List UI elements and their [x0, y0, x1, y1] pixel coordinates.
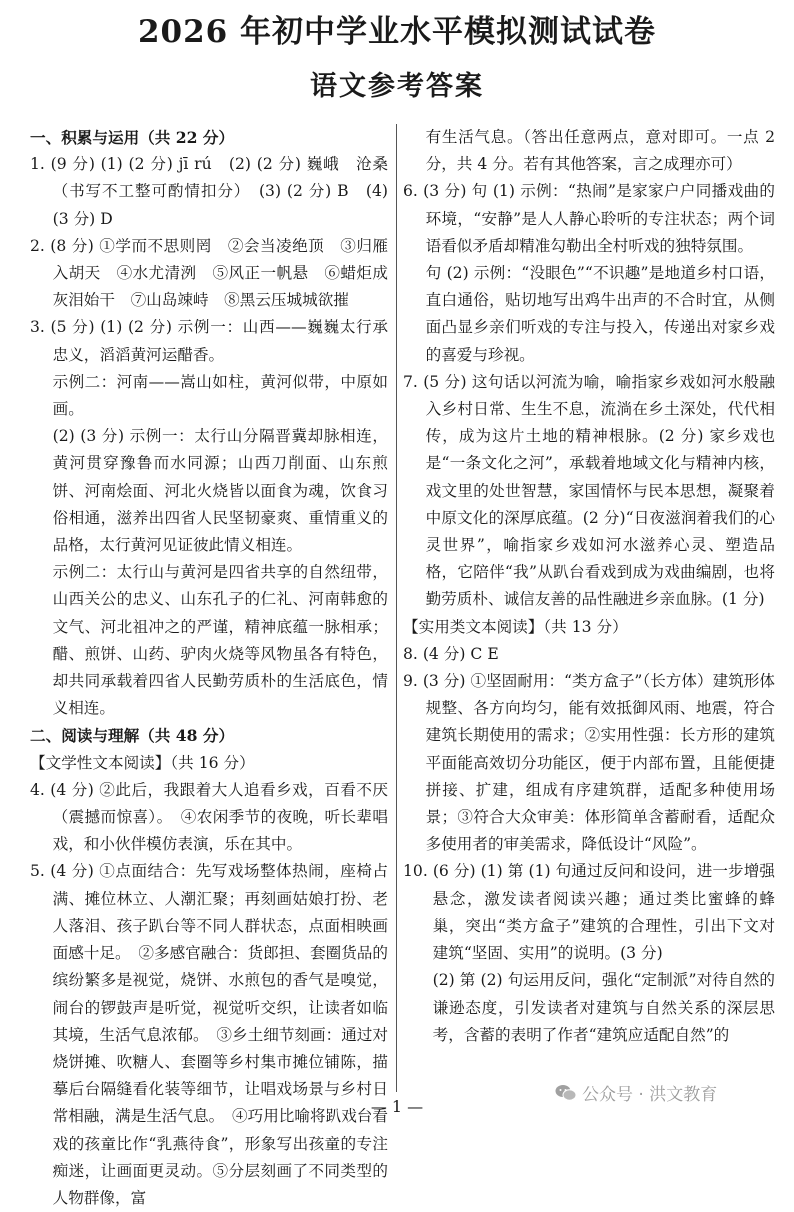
answer-q1: 1. (9 分) (1) (2 分) jī rú (2) (2 分) 巍峨 沧桑（书写不工整可酌情扣分） (3) (2 分) B (4) (3 分) D — [30, 155, 388, 228]
page-subtitle: 语文参考答案 — [310, 71, 484, 102]
right-column — [403, 124, 775, 1049]
answer-q3-part2-example2: 示例二：太行山与黄河是四省共享的自然纽带，山西关公的忠义、山东孔子的仁礼、河南韩愈的文气、河北祖冲之的严谨，精神底蕴一脉相承；醋、煎饼、山药、驴肉火烧等风物虽各有特色，却共同承载着四省人民勤劳质朴的生活底色，情义相连。 — [52, 563, 388, 718]
subsection-practical: 【实用类文本阅读】（共 13 分） — [403, 617, 628, 636]
watermark — [555, 1080, 717, 1105]
watermark-text: 公众号 · 洪文教育 — [582, 1085, 718, 1105]
column-divider — [396, 124, 397, 1092]
answer-q6: 6. (3 分) 句 (1) 示例：“热闹”是家家户户同播戏曲的环境，“安静”是人人静心聆听的专注状态；两个词语看似矛盾却精准勾勒出全村听戏的独特氛围。 — [403, 182, 775, 255]
answer-q3: 3. (5 分) (1) (2 分) 示例一：山西——巍巍太行承忠义，滔滔黄河运醋香。 — [30, 318, 388, 364]
answer-q10: 10. (6 分) (1) 第 (1) 句通过反问和设问，进一步增强悬念，激发读者阅读兴趣；通过类比蜜蜂的蜂巢，突出“类方盒子”建筑的合理性，引出下文对建筑“坚固、实用”的说明。(3 分) — [403, 862, 775, 963]
left-column — [30, 124, 388, 1212]
section-heading-1: 一、积累与运用（共 22 分） — [30, 128, 235, 147]
answer-q9: 9. (3 分) ①坚固耐用：“类方盒子”（长方体）建筑形体规整、各方向均匀，能有效抵御风雨、地震，符合建筑长期使用的需求；②实用性强：长方形的建筑平面能高效切分功能区，便于内部布置，且能便捷拼接、扩建，组成有序建筑群，适配多种使用场景；③符合大众审美：体形简单含蓄耐看，适配众多使用者的审美需求，降低设计“风险”。 — [403, 672, 775, 854]
answer-q6-part2: 句 (2) 示例：“没眼色”“不识趣”是地道乡村口语，直白通俗，贴切地写出鸡牛出声的不合时宜，从侧面凸显乡亲们听戏的专注与投入，传递出对家乡戏的喜爱与珍视。 — [425, 264, 775, 364]
page-number: — 1 — — [370, 1097, 424, 1116]
section-heading-2: 二、阅读与理解（共 48 分） — [30, 726, 235, 746]
answer-q2: 2. (8 分) ①学而不思则罔 ②会当凌绝顶 ③归雁入胡天 ④水尤清洌 ⑤风正一帆悬 ⑥蜡炬成灰泪始干 ⑦山岛竦峙 ⑧黑云压城城欲摧 — [30, 236, 388, 310]
subsection-literary: 【文学性文本阅读】（共 16 分） — [30, 753, 255, 772]
answer-q5-continued: 有生活气息。（答出任意两点，意对即可。一点 2 分，共 4 分。若有其他答案，言之成理亦可） — [425, 128, 775, 174]
answer-q5: 5. (4 分) ①点面结合：先写戏场整体热闹，座椅占满、摊位林立、人潮汇聚；再刻画姑娘打扮、老人落泪、孩子趴台等不同人群状态，点面相映画面感十足。 ②多感官融合：货郎担、套圈货品的缤纷繁多是视觉，烧饼、水煎包的香气是嗅觉，闹台的锣鼓声是听觉，视觉听交织，让读者如临其境，生活气息浓郁。 ③乡土细节刻画：通过对烧饼摊、吹糖人、套圈等乡村集市摊位铺陈，描摹后台隔缝看化装等细节，让唱戏场景与乡村日常相融，满是生活气息。 ④巧用比喻将趴戏台看戏的孩童比作“乳燕待食”，形象写出孩童的专注痴迷，让画面更灵动。⑤分层刻画了不同类型的人物群像，富 — [30, 862, 388, 1207]
answer-q7: 7. (5 分) 这句话以河流为喻，喻指家乡戏如河水般融入乡村日常、生生不息，流淌在乡土深处，代代相传，成为这片土地的精神根脉。(2 分) 家乡戏也是“一条文化之河”，承载着地域文化与精神内核，戏文里的处世智慧，家国情怀与民本思想，凝聚着中原文化的深厚底蕴。(2 分)“日夜滋润着我们的心灵世界”，喻指家乡戏如河水滋养心灵、塑造品格，它陪伴“我”从趴台看戏到成为戏曲编剧，也将勤劳质朴、诚信友善的品性融进乡亲血脉。(1 分) — [403, 372, 775, 609]
wechat-icon — [555, 1084, 577, 1102]
answer-q3-example2: 示例二：河南——嵩山如柱，黄河似带，中原如画。 — [52, 372, 388, 419]
answer-q10-part2: (2) 第 (2) 句运用反问，强化“定制派”对待自然的谦逊态度，引发读者对建筑与自然关系的深层思考，含蓄的表明了作者“建筑应适配自然”的 — [432, 971, 775, 1044]
answer-q8: 8. (4 分) C E — [403, 644, 499, 663]
page-title: 2026 年初中学业水平模拟测试试卷 — [137, 14, 657, 50]
answer-q3-part2: (2) (3 分) 示例一：太行山分隔晋冀却脉相连，黄河贯穿豫鲁而水同源；山西刀削面、山东煎饼、河南烩面、河北火烧皆以面食为魂，饮食习俗相通，滋养出四省人民坚韧豪爽、重情重义的品格，太行黄河见证彼此情义相连。 — [52, 427, 388, 555]
answer-q4: 4. (4 分) ②此后，我跟着大人追看乡戏，百看不厌（震撼而惊喜）。 ④农闲季节的夜晚，听长辈唱戏，和小伙伴模仿表演，乐在其中。 — [30, 780, 388, 854]
